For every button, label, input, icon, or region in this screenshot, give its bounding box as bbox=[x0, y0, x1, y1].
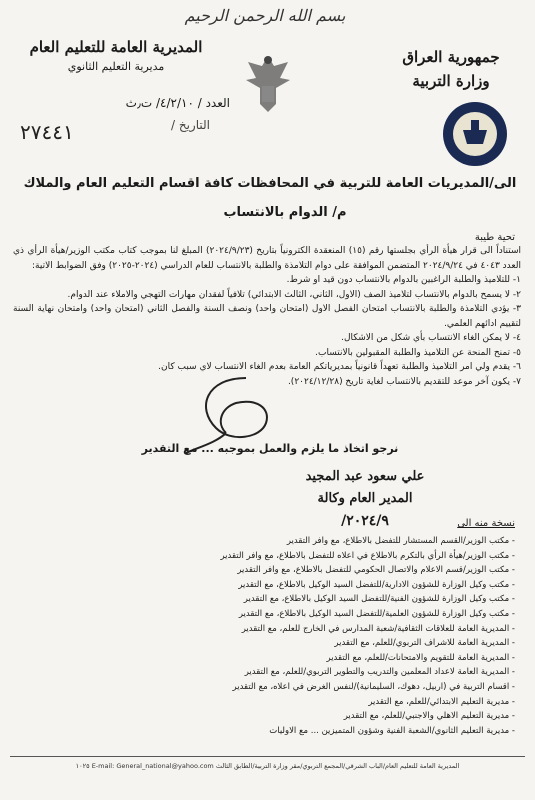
ministry-name: وزارة التربية bbox=[412, 72, 490, 90]
ministry-header bbox=[381, 48, 521, 90]
directorate-header bbox=[16, 38, 216, 73]
body-item: ٣- يؤدي التلامذة والطلبة بالانتساب امتحان الفصل الاول (امتحان واحد) ونصف السنة والفصل الثاني (امتحان واحد) وامتحان نهاية السنة لتقييم ادائهم العلمي. bbox=[13, 304, 521, 329]
body-item: ٦- يقدم ولي امر التلاميذ والطلبة تعهداً قانونياً بمديرياتكم العامة بعدم الغاء الانتساب لاي سبب كان. bbox=[158, 362, 521, 372]
body-item: ٢- لا يسمح بالدوام بالانتساب لتلاميذ الصف (الاول، الثاني، الثالث الابتدائي) تلافياً لفقدان مهارات التهجي والاملاء عند الدوام. bbox=[67, 289, 521, 300]
signature-block bbox=[265, 466, 465, 532]
recipient-line: الى/المديريات العامة للتربية في المحافظات كافة اقسام التعليم العام والملاك bbox=[23, 176, 517, 191]
signatory-name: علي سعود عبد المجيد bbox=[305, 469, 425, 484]
list-item: - مكتب الوزير/القسم المستشار للتفضل بالاطلاع، مع وافر التقدير bbox=[45, 534, 515, 549]
greeting: تحية طيبة bbox=[474, 232, 515, 243]
footer-address: المديرية العامة للتعليم العام/الباب الشرقي/المجمع التربوي/مقر وزارة التربية/الطابق الثالث E-mail: General_national@yahoo.com ١٠٢٥ bbox=[75, 762, 460, 770]
copies-list bbox=[45, 534, 515, 738]
list-item: - مكتب وكيل الوزارة للشؤون الفنية/للتفضل السيد الوكيل بالاطلاع، مع التقدير bbox=[45, 592, 515, 607]
list-item: - المديرية العامة للاشراف التربوي/للعلم، مع التقدير bbox=[45, 636, 515, 651]
body-item: ٤- لا يمكن الغاء الانتساب بأي شكل من الاشكال. bbox=[341, 333, 521, 343]
list-item: - مديرية التعليم الثانوي/الشعبة الفنية وشؤون المتميزين ... مع الاوليات bbox=[45, 724, 515, 739]
list-item: - اقسام التربية في (اربيل، دهوك، السليمانية)/لنفس الغرض في اعلاه، مع التقدير bbox=[45, 680, 515, 695]
list-item: - مكتب وكيل الوزارة للشؤون الادارية/للتفضل السيد الوكيل بالاطلاع، مع التقدير bbox=[45, 578, 515, 593]
list-item: - مديرية التعليم الابتدائي/للعلم، مع التقدير bbox=[45, 695, 515, 710]
directorate-title: المديرية العامة للتعليم العام bbox=[29, 38, 203, 56]
reference-number: العدد / ٤/٢/١٠/ ت٫ث bbox=[125, 96, 230, 110]
list-item: - مكتب الوزير/قسم الاعلام والاتصال الحكومي للتفضل بالاطلاع، مع وافر التقدير bbox=[45, 563, 515, 578]
body-item: ٧- يكون آخر موعد للتقديم بالانتساب لغاية تاريخ (٢٠٢٤/١٢/٢٨). bbox=[287, 376, 521, 387]
date-label: التاريخ / bbox=[170, 118, 210, 132]
footer-divider bbox=[10, 756, 525, 757]
list-item: - المديرية العامة للتقويم والامتحانات/للعلم، مع التقدير bbox=[45, 651, 515, 666]
body-item: ٥- تمنح المنحة عن التلاميذ والطلبة المقبولين بالانتساب. bbox=[315, 347, 521, 358]
list-item: - مكتب الوزير/هيأة الرأي بالتكرم بالاطلاع في اعلاه للتفضل بالاطلاع، مع وافر التقدير bbox=[45, 549, 515, 564]
signature-date: ٢٠٢٤/٩/ bbox=[341, 513, 389, 529]
country-name: جمهورية العراق bbox=[402, 48, 500, 66]
subject-line: م/ الدوام بالانتساب bbox=[223, 205, 347, 220]
eagle-emblem-icon bbox=[238, 48, 298, 118]
basmala: بسم الله الرحمن الرحيم bbox=[184, 6, 346, 25]
list-item: - مديرية التعليم الاهلي والاجنبي/للعلم، مع التقدير bbox=[45, 709, 515, 724]
list-item: - المديرية العامة لاعداد المعلمين والتدريب والتطوير التربوي/للعلم، مع التقدير bbox=[45, 665, 515, 680]
signatory-title: المدير العام وكالة bbox=[317, 491, 413, 506]
handwritten-ref: ٢٧٤٤١ bbox=[20, 120, 74, 144]
directorate-subtitle: مديرية التعليم الثانوي bbox=[67, 60, 165, 73]
list-item: - مكتب وكيل الوزارة للشؤون العلمية/للتفضل السيد الوكيل بالاطلاع، مع التقدير bbox=[45, 607, 515, 622]
body-item: ١- للتلاميذ والطلبة الراغبين بالدوام بالانتساب دون قيد او شرط. bbox=[286, 275, 521, 285]
list-item: - المديرية العامة للعلاقات الثقافية/شعبة المدارس في الخارج للعلم، مع التقدير bbox=[45, 622, 515, 637]
body-paragraph: استناداً الى قرار هيأة الرأي بجلستها رقم (١٥) المنعقدة الكترونياً بتاريخ (٢٠٢٤/٩/٢٣) المبلغ لنا بموجب كتاب مكتب الوزير/هيأة الرأي ذي العدد ٤٠٤٣ في ٢٠٢٤/٩/٢٤ المتضمن الموافقة على دوام التلامذة والطلبة بالانتساب للعام الدراسي (٢٠٢٤-٢٠٢٥) وفق الضوابط الاتية: bbox=[13, 246, 521, 271]
closing-line: نرجو اتخاذ ما يلزم والعمل بموجبه ... مع التقدير bbox=[141, 442, 399, 455]
copies-heading: نسخة منه الى bbox=[457, 518, 515, 529]
ministry-seal-icon bbox=[441, 100, 509, 168]
